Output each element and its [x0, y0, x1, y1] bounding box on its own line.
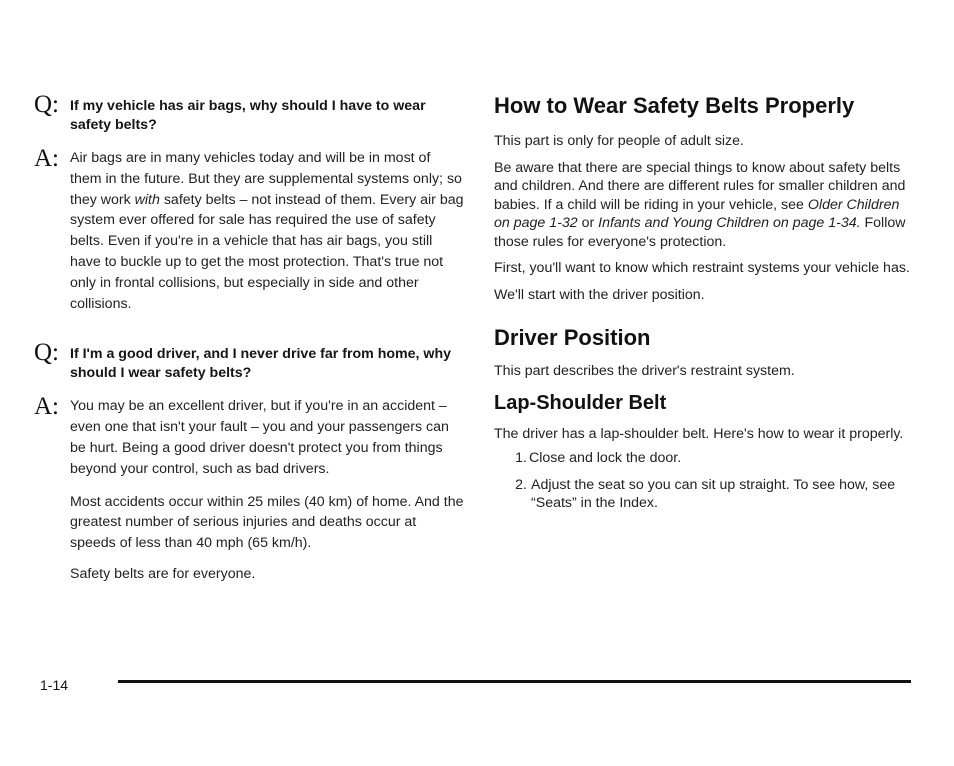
- left-column: [34, 92, 464, 585]
- subsection-title-lap-shoulder-belt: Lap-Shoulder Belt: [494, 391, 667, 414]
- answer-1-text: [70, 148, 464, 314]
- reference-infants: Infants and Young Children on page 1-34.: [598, 215, 861, 231]
- answer-1: [34, 146, 464, 314]
- right-column: [494, 92, 919, 513]
- answer-marker: A:: [34, 145, 59, 172]
- answer-1-part2: safety belts – not instead of them. Every air bag system ever offered for sale has required the use of safety belts. Even if you're in a vehicle that has air bags, you still have to buckle up to get the most protection. That's true not only in frontal collisions, but especially in side and other collisions.: [70, 191, 464, 312]
- step-number: 1.: [515, 450, 527, 466]
- paragraph-adult-size: This part is only for people of adult size.: [494, 133, 744, 149]
- answer-2-paragraph-2: Most accidents occur within 25 miles (40 km) of home. And the greatest number of serious injuries and deaths occur at speeds of less than 40 mph (65 km/h).: [70, 493, 464, 552]
- list-item: [494, 449, 919, 468]
- section-title-safety-belts: How to Wear Safety Belts Properly: [494, 93, 855, 118]
- question-1-text: If my vehicle has air bags, why should I have to wear safety belts?: [70, 98, 426, 133]
- paragraph-restraint-systems: First, you'll want to know which restraint systems your vehicle has.: [494, 260, 910, 276]
- paragraph-children: [494, 159, 919, 252]
- section-title-driver-position: Driver Position: [494, 325, 651, 350]
- question-marker: Q:: [34, 91, 59, 118]
- question-1: [34, 92, 464, 135]
- footer-rule: [118, 680, 911, 683]
- page-number: 1-14: [40, 677, 69, 693]
- paragraph-children-text-b: or: [577, 215, 599, 231]
- paragraph-children-text-c: Follow those rules for everyone's protection.: [494, 215, 906, 250]
- steps-list: [494, 449, 919, 513]
- question-2: [34, 340, 464, 383]
- paragraph-lap-shoulder: The driver has a lap-shoulder belt. Here's how to wear it properly.: [494, 425, 904, 442]
- answer-2-paragraph-3: Safety belts are for everyone.: [70, 565, 256, 582]
- question-2-text: If I'm a good driver, and I never drive far from home, why should I wear safety belts?: [70, 346, 452, 382]
- answer-1-emphasis: with: [134, 191, 160, 208]
- step-text: [525, 449, 681, 468]
- list-item: [494, 476, 919, 513]
- answer-1-part1: Air bags are in many vehicles today and will be in most of them in the future. But they are supplemental systems only; so they work: [70, 150, 462, 208]
- paragraph-driver-position: We'll start with the driver position.: [494, 286, 705, 303]
- answer-marker: A:: [34, 393, 59, 421]
- step-text-content: Adjust the seat so you can sit up straight. To see how, see “Seats” in the Index.: [531, 476, 896, 511]
- step-number: 2.: [515, 476, 527, 493]
- paragraph-children-text-a: Be aware that there are special things to know about safety belts and children. And there are different rules for smaller children and babies. If a child will be riding in your vehicle, see: [494, 159, 906, 213]
- step-text-content: Close and lock the door.: [528, 450, 682, 466]
- paragraph-driver-restraint: This part describes the driver's restraint system.: [494, 363, 795, 379]
- question-marker: Q:: [34, 339, 59, 367]
- answer-2-text: You may be an excellent driver, but if you're in an accident – even one that isn't your fault – you and your passengers can be hurt. Being a good driver doesn't protect you from things beyond your control, such as bad drivers.: [70, 398, 449, 477]
- answer-2: [34, 394, 464, 479]
- reference-older-children: Older Children on page 1-32: [494, 196, 900, 231]
